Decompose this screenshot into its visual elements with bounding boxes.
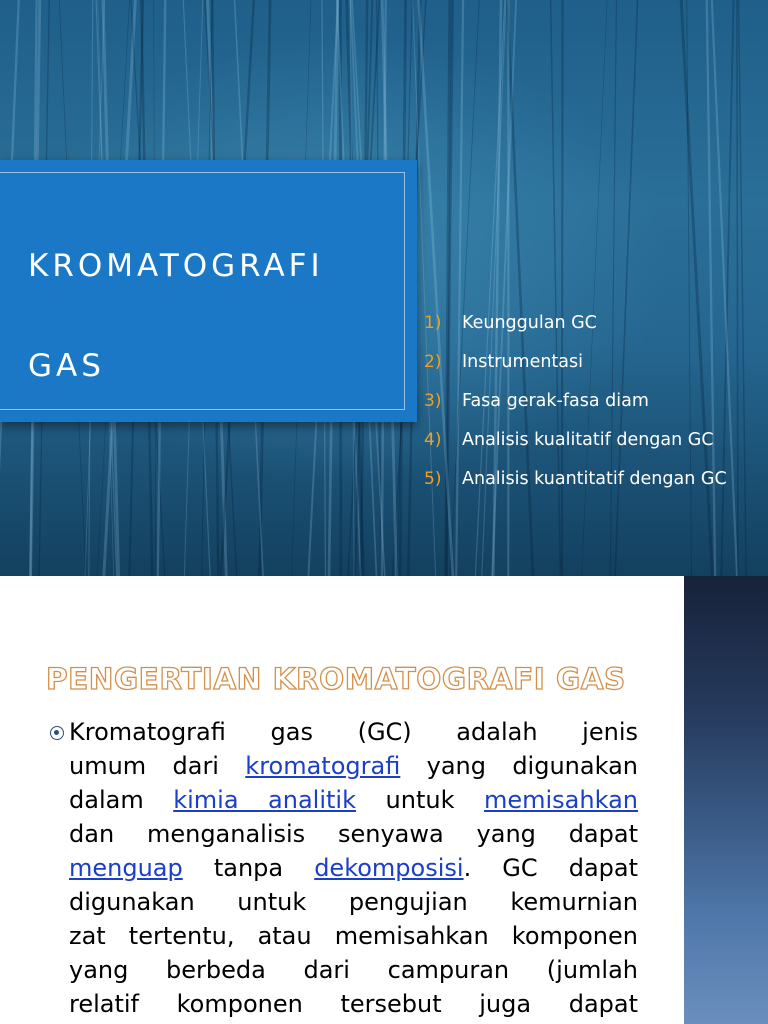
list-number: 4) bbox=[424, 430, 442, 450]
list-text: Analisis kualitatif dengan GC bbox=[462, 430, 714, 450]
link-kromatografi[interactable]: kromatografi bbox=[245, 752, 401, 780]
list-text: Analisis kuantitatif dengan GC bbox=[462, 469, 727, 489]
paragraph-line: Kromatografi gas (GC) adalah jenis bbox=[69, 718, 638, 746]
paragraph-line: relatif komponen tersebut juga dapat bbox=[69, 990, 638, 1018]
text-run: umum dari bbox=[69, 752, 246, 780]
topic-list bbox=[424, 308, 754, 503]
side-strip bbox=[684, 576, 768, 1024]
text-run: tanpa bbox=[182, 854, 315, 882]
paragraph-line: zat tertentu, atau memisahkan komponen bbox=[69, 922, 638, 950]
list-text: Keunggulan GC bbox=[462, 313, 597, 333]
list-item bbox=[424, 464, 754, 494]
text-run: yang digunakan bbox=[400, 752, 638, 780]
link-kimia-analitik[interactable]: kimia analitik bbox=[173, 786, 356, 814]
title-line-1: KROMATOGRAFI bbox=[28, 248, 324, 284]
link-memisahkan[interactable]: memisahkan bbox=[483, 786, 638, 814]
list-number: 2) bbox=[424, 352, 442, 372]
text-run: dalam bbox=[69, 786, 174, 814]
list-item bbox=[424, 425, 754, 455]
text-run: untuk bbox=[356, 786, 484, 814]
paragraph-line bbox=[69, 851, 638, 885]
slide-heading: PENGERTIAN KROMATOGRAFI GAS bbox=[46, 662, 626, 696]
text-run: . GC dapat bbox=[463, 854, 638, 882]
list-number: 5) bbox=[424, 469, 442, 489]
list-number: 3) bbox=[424, 391, 442, 411]
link-dekomposisi[interactable]: dekomposisi bbox=[314, 854, 464, 882]
list-text: Instrumentasi bbox=[462, 352, 583, 372]
definition-slide bbox=[0, 576, 768, 1024]
list-item bbox=[424, 386, 754, 416]
paragraph-line: digunakan untuk pengujian kemurnian bbox=[69, 888, 638, 916]
list-item bbox=[424, 308, 754, 338]
definition-paragraph bbox=[69, 715, 638, 1021]
title-line-2: GAS bbox=[28, 348, 105, 384]
list-number: 1) bbox=[424, 313, 442, 333]
paragraph-line: yang berbeda dari campuran (jumlah bbox=[69, 956, 638, 984]
link-menguap[interactable]: menguap bbox=[69, 854, 183, 882]
paragraph-line bbox=[69, 783, 638, 817]
paragraph-line bbox=[69, 749, 638, 783]
list-text: Fasa gerak-fasa diam bbox=[462, 391, 649, 411]
paragraph-line: dan menganalisis senyawa yang dapat bbox=[69, 820, 638, 848]
bullet-icon bbox=[50, 726, 64, 740]
list-item bbox=[424, 347, 754, 377]
